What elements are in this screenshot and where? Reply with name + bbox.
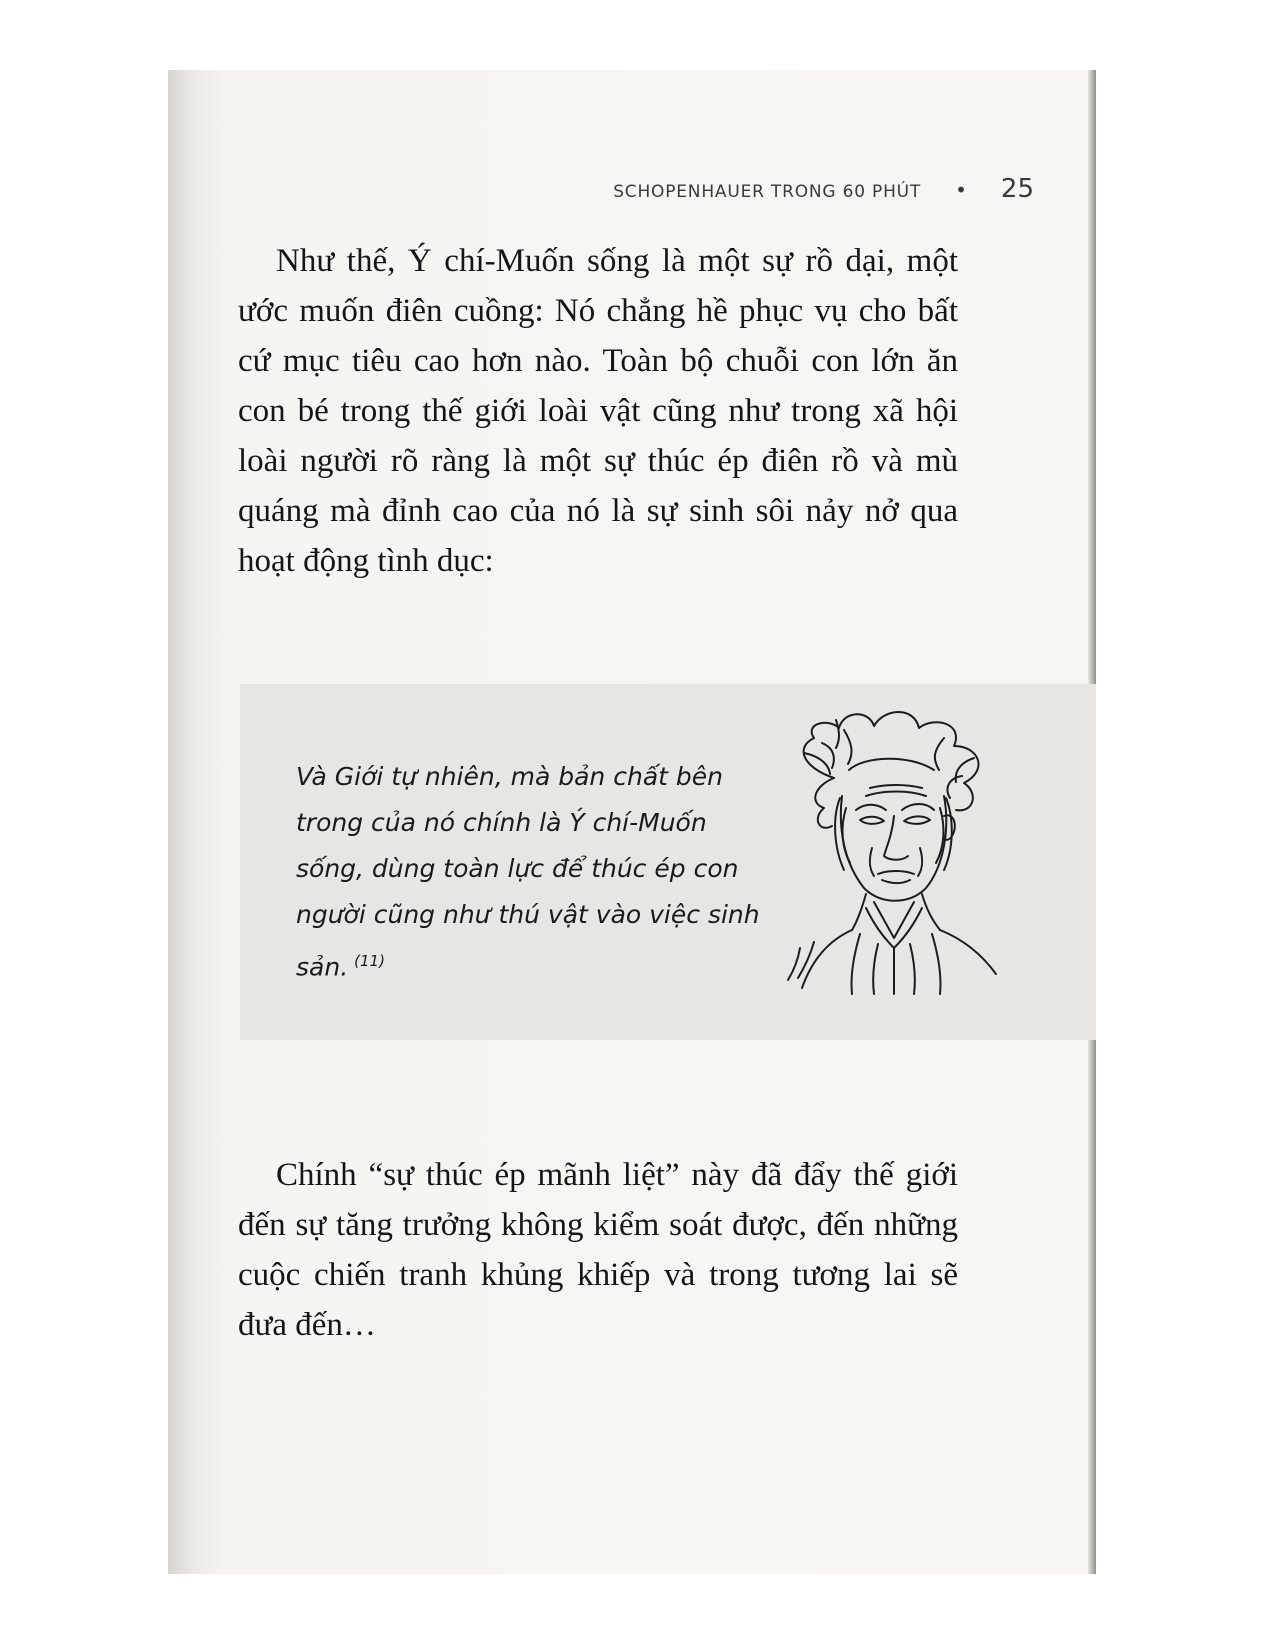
quote-text: Và Giới tự nhiên, mà bản chất bên trong của nó chính là Ý chí-Muốn sống, dùng toàn lực để thúc ép con người cũng như thú vật vào việc sinh sản.	[296, 762, 760, 982]
book-page	[168, 70, 1096, 1574]
paragraph-2: Chính “sự thúc ép mãnh liệt” này đã đẩy thế giới đến sự tăng trưởng không kiểm soát được, đến những cuộc chiến tranh khủng khiếp và trong tương lai sẽ đưa đến…	[238, 1157, 958, 1343]
quote-box	[240, 684, 1096, 1040]
quote-paragraph	[296, 754, 766, 990]
header-bullet: •	[955, 178, 967, 202]
page-number: 25	[1000, 174, 1034, 204]
schopenhauer-portrait-illustration	[774, 698, 1010, 998]
paragraph-1: Như thế, Ý chí-Muốn sống là một sự rồ dại, một ước muốn điên cuồng: Nó chẳng hề phục vụ cho bất cứ mục tiêu cao hơn nào. Toàn bộ chuỗi con lớn ăn con bé trong thế giới loài vật cũng như trong xã hội loài người rõ ràng là một sự thúc ép điên rồ và mù quáng mà đỉnh cao của nó là sự sinh sôi nảy nở qua hoạt động tình dục:	[238, 243, 958, 579]
running-title: SCHOPENHAUER TRONG 60 PHÚT	[613, 182, 922, 202]
footnote-marker: (11)	[354, 952, 385, 970]
page-header	[168, 174, 1034, 204]
